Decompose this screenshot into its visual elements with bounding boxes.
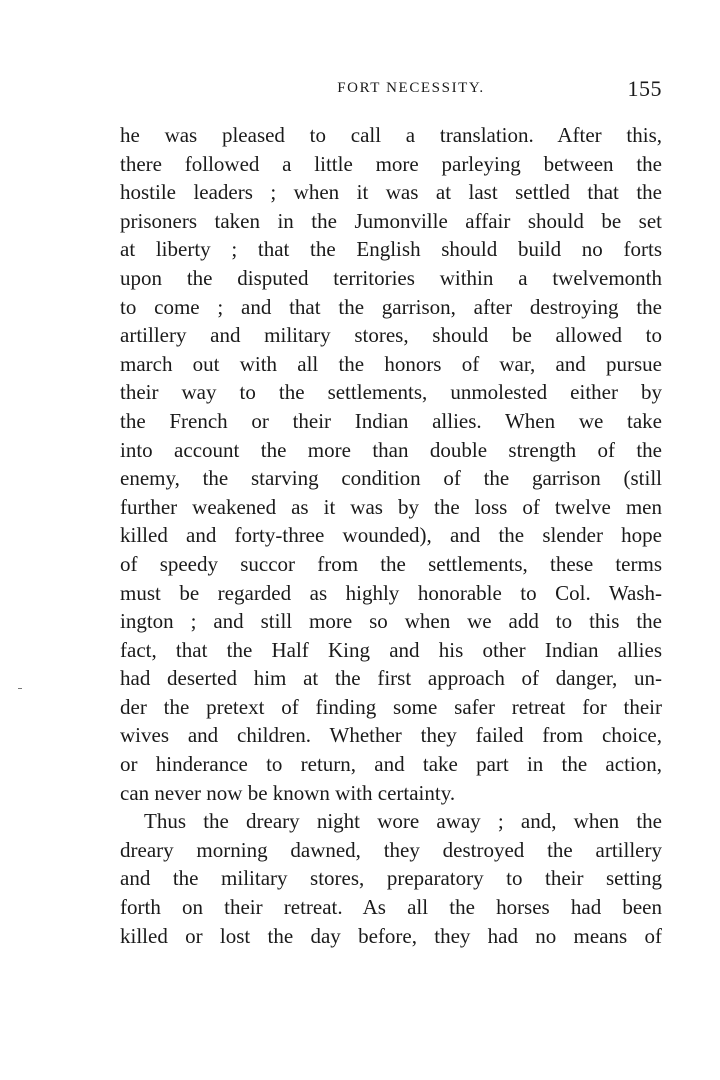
text-line: or hinderance to return, and take part in the action, — [120, 752, 662, 777]
text-line: dreary morning dawned, they destroyed the artillery — [120, 837, 662, 862]
text-line: march out with all the honors of war, and pursue — [120, 351, 662, 376]
text-line: wives and children. Whether they failed from choice, — [120, 723, 662, 748]
text-line: into account the more than double strength of the — [120, 437, 662, 462]
text-line: had deserted him at the first approach of danger, un- — [120, 666, 662, 691]
margin-mark — [18, 688, 22, 689]
text-line: at liberty ; that the English should build no forts — [120, 237, 662, 262]
text-line: killed or lost the day before, they had no means of — [120, 923, 662, 948]
text-line: hostile leaders ; when it was at last settled that the — [120, 180, 662, 205]
text-line: to come ; and that the garrison, after destroying the — [120, 294, 662, 319]
text-line: der the pretext of finding some safer retreat for their — [120, 694, 662, 719]
text-line: artillery and military stores, should be allowed to — [120, 323, 662, 348]
text-line: their way to the settlements, unmolested either by — [120, 380, 662, 405]
text-line: must be regarded as highly honorable to Col. Wash- — [120, 580, 662, 605]
text-line: further weakened as it was by the loss of twelve men — [120, 494, 662, 519]
text-line: and the military stores, preparatory to their setting — [120, 866, 662, 891]
text-line: the French or their Indian allies. When we take — [120, 408, 662, 433]
text-line: of speedy succor from the settlements, these terms — [120, 551, 662, 576]
body-text — [120, 121, 662, 950]
text-line: enemy, the starving condition of the garrison (still — [120, 466, 662, 491]
paragraph-start-line: Thus the dreary night wore away ; and, when the — [144, 809, 662, 834]
text-line: fact, that the Half King and his other Indian allies — [120, 637, 662, 662]
text-line: forth on their retreat. As all the horses had been — [120, 895, 662, 920]
running-title: FORT NECESSITY. — [337, 80, 485, 96]
text-line: ington ; and still more so when we add to this the — [120, 609, 662, 634]
text-line: prisoners taken in the Jumonville affair should be set — [120, 208, 662, 233]
page-number: 155 — [627, 76, 662, 101]
running-head — [120, 76, 662, 104]
text-line: there followed a little more parleying between the — [120, 151, 662, 176]
text-line: he was pleased to call a translation. After this, — [120, 123, 662, 147]
text-line: can never now be known with certainty. — [120, 780, 456, 805]
text-line: killed and forty-three wounded), and the slender hope — [120, 523, 662, 548]
text-line: upon the disputed territories within a twelvemonth — [120, 265, 662, 290]
